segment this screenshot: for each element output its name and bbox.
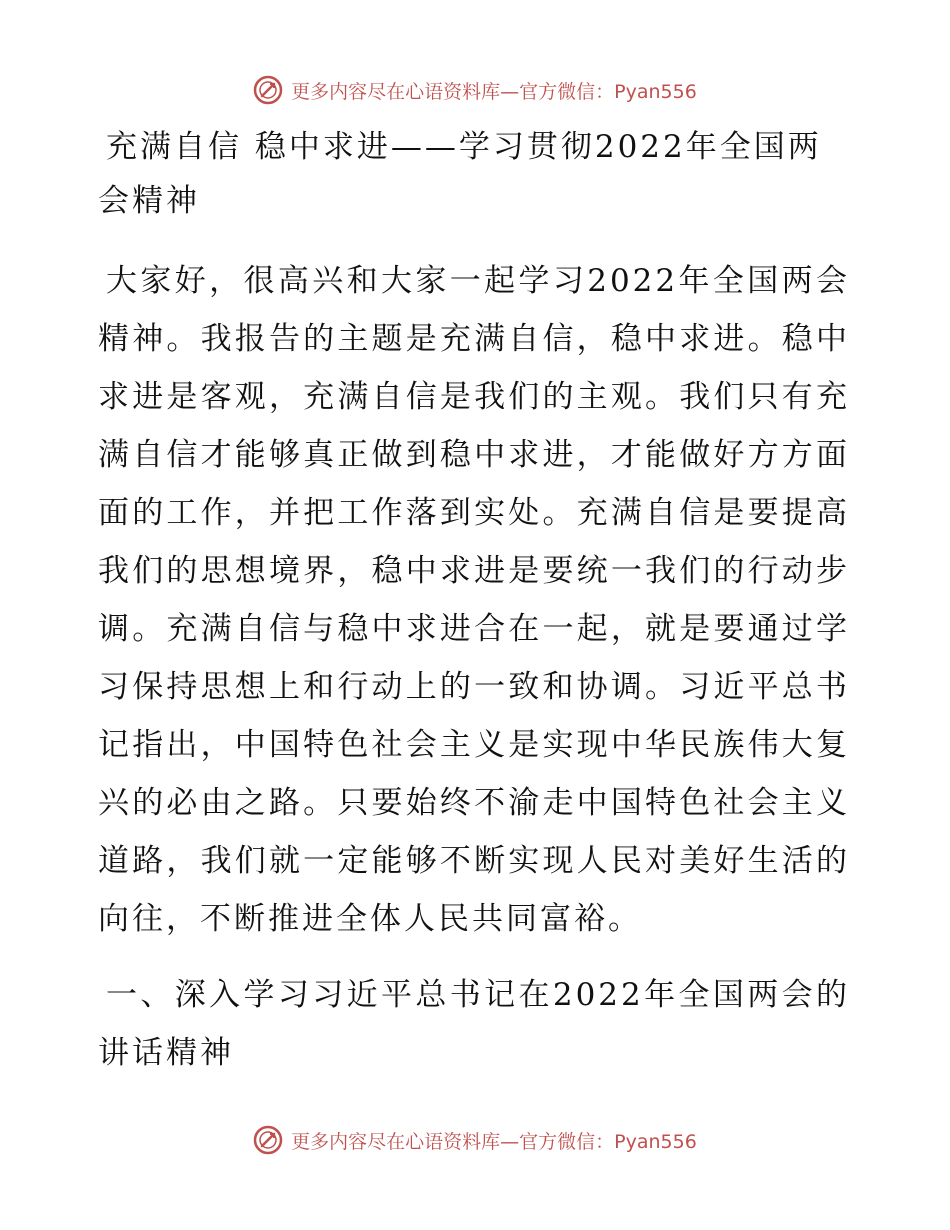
seal-logo-icon xyxy=(253,75,283,105)
document-title: 充满自信 稳中求进——学习贯彻2022年全国两会精神 xyxy=(98,129,822,219)
watermark-text: 更多内容尽在心语资料库—官方微信：Pyan556 xyxy=(291,80,697,103)
seal-logo-icon xyxy=(253,1125,283,1155)
section-heading-1: 一、深入学习习近平总书记在2022年全国两会的讲话精神 xyxy=(98,977,850,1071)
paragraph-intro: 大家好，很高兴和大家一起学习2022年全国两会精神。我报告的主题是充满自信，稳中求进。稳中求进是客观，充满自信是我们的主观。我们只有充满自信才能够真正做到稳中求进，才能做好方方面面的工作，并把工作落到实处。充满自信是要提高我们的思想境界，稳中求进是要统一我们的行动步调。充满自信与稳中求进合在一起，就是要通过学习保持思想上和行动上的一致和协调。习近平总书记指出，中国特色社会主义是实现中华民族伟大复兴的必由之路。只要始终不渝走中国特色社会主义道路，我们就一定能够不断实现人民对美好生活的向往，不断推进全体人民共同富裕。 xyxy=(98,263,850,937)
footer-watermark xyxy=(0,1120,950,1160)
document-body xyxy=(98,120,850,1082)
watermark-text: 更多内容尽在心语资料库—官方微信：Pyan556 xyxy=(291,1130,697,1153)
header-watermark xyxy=(0,70,950,110)
